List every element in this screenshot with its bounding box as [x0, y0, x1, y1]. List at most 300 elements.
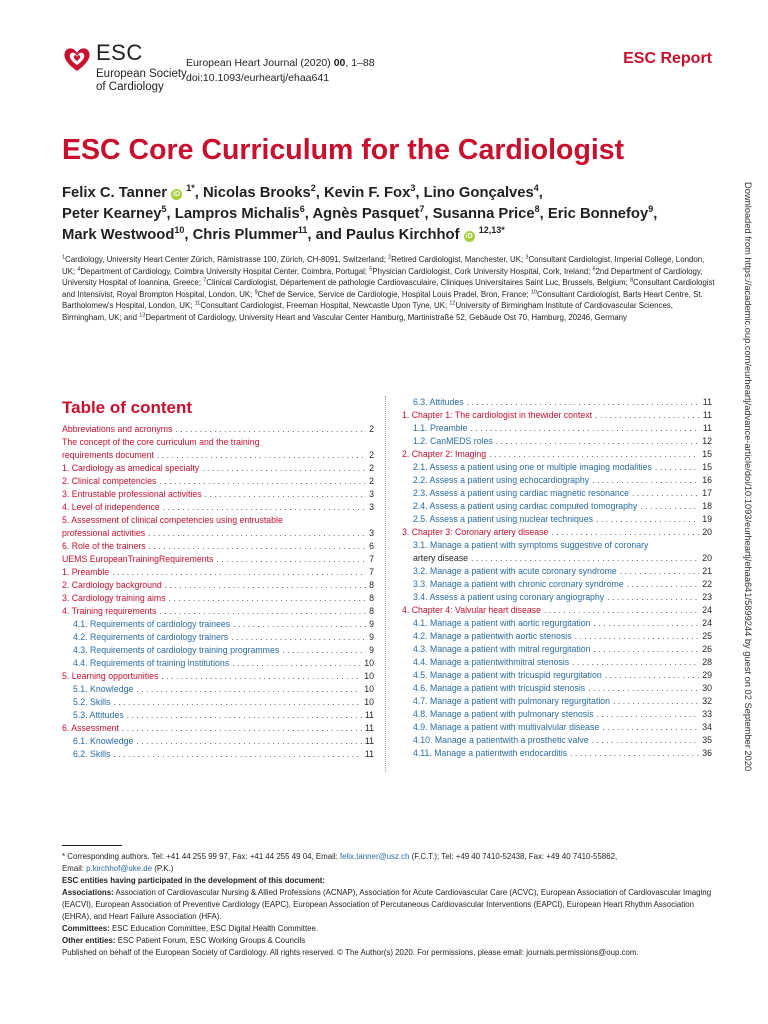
toc-leader-dots: [282, 644, 366, 657]
toc-leader-dots: [496, 435, 700, 448]
author-name: Nicolas Brooks: [202, 185, 311, 201]
journal-name: European Heart Journal (2020): [186, 57, 331, 69]
toc-entry[interactable]: [62, 709, 374, 722]
other-entities-label: Other entities:: [62, 936, 116, 945]
toc-leader-dots: [232, 657, 361, 670]
toc-entry-page: 2: [369, 463, 374, 473]
toc-entry[interactable]: [402, 669, 712, 682]
heart-logo-icon: [62, 44, 92, 74]
toc-leader-dots: [572, 656, 699, 669]
author-name: Susanna Price: [432, 206, 535, 222]
toc-leader-dots: [640, 500, 699, 513]
toc-entry-page: 26: [702, 644, 712, 654]
author-line: [62, 225, 722, 246]
toc-entry-page: 33: [702, 709, 712, 719]
toc-entry[interactable]: [402, 422, 712, 435]
toc-entry-label: Abbreviations and acronyms: [62, 424, 173, 434]
corresponding-email-line: [62, 863, 722, 875]
toc-entry-label: 4. Training requirements: [62, 606, 157, 616]
affiliation-marker: 13: [139, 312, 146, 319]
toc-entry[interactable]: [62, 696, 374, 709]
affiliation-text: 2nd Department of Cardiology, University Hospital of Ioannina, Greece;: [62, 266, 703, 288]
toc-entry-page: 11: [364, 736, 374, 746]
toc-entry-page: 36: [702, 748, 712, 758]
committees-text: ESC Education Committee, ESC Digital Health Committee.: [109, 924, 319, 933]
author-list: [62, 183, 722, 246]
toc-leader-dots: [149, 540, 366, 553]
toc-entry-label: 4.8. Manage a patient with pulmonary stenosis: [413, 709, 594, 719]
toc-entry[interactable]: [62, 475, 374, 488]
other-entities-note: [62, 935, 722, 947]
toc-entry[interactable]: [402, 461, 712, 474]
email-link-tanner[interactable]: felix.tanner@usz.ch: [339, 852, 410, 861]
toc-leader-dots: [205, 488, 367, 501]
toc-leader-dots: [122, 722, 362, 735]
toc-entry[interactable]: [62, 657, 374, 670]
toc-entry-label: professional activities: [62, 528, 146, 538]
toc-entry-page: 10: [364, 684, 374, 694]
toc-leader-dots: [159, 605, 366, 618]
affiliation-text: Department of Cardiology, Coimbra University Hospital Center, Coimbra, Portugal;: [80, 266, 370, 276]
toc-leader-dots: [605, 669, 700, 682]
affiliation-marker: 4: [77, 265, 81, 272]
corr-text: * Corresponding authors. Tel: +41 44 255 99 97, Fax: +41 44 255 49 04, Email:: [62, 852, 340, 861]
orcid-icon[interactable]: iD: [465, 233, 473, 240]
toc-entry-page: 11: [364, 723, 374, 733]
toc-leader-dots: [632, 487, 699, 500]
toc-leader-dots: [595, 409, 700, 422]
affiliation-text: University of Birmingham Institute of Cardiovascular Sciences, Birmingham, UK; and: [62, 301, 673, 322]
toc-right-column: [402, 396, 712, 760]
toc-entry-label: 6. Role of the trainers: [62, 541, 146, 551]
affiliations: [62, 254, 716, 324]
toc-leader-dots: [471, 552, 699, 565]
committees-label: Committees:: [62, 924, 110, 933]
toc-entry-label: 3. Cardiology training aims: [62, 593, 166, 603]
toc-entry[interactable]: [62, 501, 374, 514]
toc-entry[interactable]: [402, 643, 712, 656]
toc-entry-label: 4.1. Requirements of cardiology trainees: [73, 619, 231, 629]
toc-leader-dots: [169, 592, 367, 605]
affiliation-marker: 8: [629, 277, 634, 284]
author-affiliation-marker: 10: [174, 225, 185, 236]
author-separator: ,: [184, 227, 193, 243]
toc-leader-dots: [602, 721, 699, 734]
toc-entry-page: 9: [369, 632, 374, 642]
orcid-icon[interactable]: iD: [173, 191, 181, 198]
toc-entry-page: 11: [702, 397, 712, 407]
toc-entry-page: 3: [369, 528, 374, 538]
author-separator: ,: [194, 185, 203, 201]
toc-entry-label: 4.9. Manage a patient with multivalvular disease: [413, 722, 600, 732]
toc-entry[interactable]: [62, 540, 374, 553]
author-name: Peter Kearney: [62, 206, 162, 222]
toc-entry-label: 1. Cardiology as amedical specialty: [62, 463, 200, 473]
toc-entry-page: 3: [369, 489, 374, 499]
toc-leader-dots: [136, 735, 362, 748]
toc-leader-dots: [594, 643, 700, 656]
toc-entry-label: requirements document: [62, 450, 154, 460]
toc-leader-dots: [136, 683, 361, 696]
toc-entry-page: 2: [369, 476, 374, 486]
author-name: Felix C. Tanner: [62, 185, 167, 201]
author-affiliation-marker: 6: [299, 204, 305, 215]
toc-leader-dots: [596, 513, 699, 526]
download-watermark: [741, 182, 753, 842]
toc-entry-page: 11: [364, 710, 374, 720]
toc-entry[interactable]: [402, 682, 712, 695]
author-separator: , and: [307, 227, 347, 243]
toc-entry-page: 30: [702, 683, 712, 693]
toc-entry-page: 3: [369, 502, 374, 512]
author-affiliation-marker: 4: [533, 183, 539, 194]
journal-citation: [186, 56, 375, 86]
toc-entry-label: 2. Clinical competencies: [62, 476, 157, 486]
toc-entry-label: 1. Preamble: [62, 567, 110, 577]
toc-leader-dots: [202, 462, 366, 475]
toc-entry[interactable]: [62, 644, 374, 657]
author-name: Mark Westwood: [62, 227, 175, 243]
toc-entry-page: 2: [369, 424, 374, 434]
affiliation-marker: 7: [203, 277, 207, 284]
author-affiliation-marker: 2: [310, 183, 316, 194]
toc-leader-dots: [159, 475, 366, 488]
toc-entry-page: 7: [369, 567, 374, 577]
author-affiliation-marker: 5: [161, 204, 167, 215]
toc-leader-dots: [112, 566, 366, 579]
toc-entry-page: 10: [364, 697, 374, 707]
toc-entry-label: 3.4. Assess a patient using coronary angiography: [413, 592, 605, 602]
author-affiliation-marker: 9: [648, 204, 654, 215]
toc-entry[interactable]: [402, 448, 712, 461]
toc-entry-page: 2: [369, 450, 374, 460]
toc-entry-label: artery disease: [413, 553, 468, 563]
toc-entry[interactable]: [402, 552, 712, 565]
email-link-kirchhof[interactable]: p.kirchhof@uke.de: [86, 864, 153, 873]
associations-label: Associations:: [62, 888, 114, 897]
affiliation-marker: 10: [530, 289, 537, 296]
affiliation-text: Consultant Cardiologist, Imperial College, London, UK;: [62, 255, 705, 276]
toc-entry-page: 18: [702, 501, 712, 511]
author-separator: ,: [653, 206, 658, 222]
associations-text: Association of Cardiovascular Nursing & Allied Professions (ACNAP), Association for Acute Cardiovascular Care (ACVC), European Association of Cardiovascular Imaging (EACVI), European Association of Preventive Cardiology (EAPC), European Association of Percutaneous Cardiovascular Interventions (EAPCI), European Heart Rhythm Association (EHRA), and Heart Failure Association (HFA).: [62, 888, 712, 921]
toc-entry-label: 4.6. Manage a patient with tricuspid stenosis: [413, 683, 586, 693]
logo-text: ESC: [96, 40, 143, 65]
toc-entry[interactable]: [62, 735, 374, 748]
toc-entry-page: 7: [369, 554, 374, 564]
toc-entry-label: 5. Learning opportunities: [62, 671, 159, 681]
toc-heading: Table of content: [62, 398, 193, 417]
toc-entry[interactable]: [402, 565, 712, 578]
toc-entry[interactable]: [62, 748, 374, 761]
toc-entry-label: 1.2. CanMEDS roles: [413, 436, 493, 446]
toc-entry[interactable]: [62, 618, 374, 631]
toc-entry[interactable]: [62, 722, 374, 735]
affiliation-text: Clinical Cardiologist, Département de pathologie Cardiovasculaire, Cliniques Universitaires Saint Luc, Brussels, Belgium;: [206, 278, 630, 288]
toc-entry-page: 8: [369, 593, 374, 603]
author-affiliation-marker: 3: [410, 183, 416, 194]
toc-entry-page: 17: [702, 488, 712, 498]
footnote-rule: [62, 845, 122, 846]
toc-entry-page: 11: [364, 749, 374, 759]
column-divider: [385, 396, 386, 772]
journal-doi[interactable]: doi:10.1093/eurheartj/ehaa641: [186, 72, 330, 84]
logo-subtitle-line2: of Cardiology: [96, 81, 164, 93]
toc-entry[interactable]: [402, 695, 712, 708]
toc-entry-page: 29: [702, 670, 712, 680]
toc-entry[interactable]: [62, 592, 374, 605]
toc-leader-dots: [161, 670, 361, 683]
toc-entry-label: 5.3. Attitudes: [73, 710, 124, 720]
toc-entry-label: UEMS EuropeanTrainingRequirements: [62, 554, 214, 564]
affiliation-marker: 9: [254, 289, 258, 296]
toc-entry[interactable]: [402, 526, 712, 539]
toc-entry-page: 15: [702, 462, 712, 472]
toc-entry-label: 4. Level of independence: [62, 502, 160, 512]
affiliation-marker: 5: [369, 265, 373, 272]
toc-leader-dots: [592, 734, 700, 747]
toc-leader-dots: [163, 501, 366, 514]
author-separator: ,: [424, 206, 433, 222]
journal-pages: , 1–88: [345, 57, 375, 69]
author-name: Kevin F. Fox: [323, 185, 411, 201]
toc-entry-page: 16: [702, 475, 712, 485]
toc-leader-dots: [148, 527, 366, 540]
toc-entry[interactable]: [402, 604, 712, 617]
toc-entry-label: 3.3. Manage a patient with chronic coronary syndrome: [413, 579, 624, 589]
toc-entry-page: 15: [702, 449, 712, 459]
toc-leader-dots: [489, 448, 699, 461]
toc-entry-label: 2.3. Assess a patient using cardiac magnetic resonance: [413, 488, 629, 498]
affiliation-text: Cardiology, University Heart Center Zürich, Rämistrasse 100, Zürich, CH-8091, Switzerland;: [65, 255, 389, 264]
toc-entry-label: 2. Chapter 2: Imaging: [402, 449, 487, 459]
corr-mid: (F.C.T.); Tel: +49 40 7410-52438, Fax: +49 40 7410-55862,: [409, 852, 618, 861]
toc-entry[interactable]: [402, 721, 712, 734]
author-line: [62, 204, 722, 225]
toc-entry-page: 24: [702, 605, 712, 615]
toc-leader-dots: [655, 461, 699, 474]
toc-entry[interactable]: [402, 474, 712, 487]
toc-entry[interactable]: [62, 514, 374, 527]
toc-entry-label: 5.2. Skills: [73, 697, 111, 707]
affiliation-marker: 6: [592, 265, 596, 272]
toc-entry-label: 3.2. Manage a patient with acute coronary syndrome: [413, 566, 617, 576]
affiliation-text: Consultant Cardiologist and Intensivist, Royal Brompton Hospital, London, UK;: [62, 278, 715, 299]
toc-entry-label: 4.3. Manage a patient with mitral regurgitation: [413, 644, 591, 654]
toc-entry-page: 10: [364, 671, 374, 681]
toc-entry[interactable]: [402, 487, 712, 500]
toc-leader-dots: [575, 630, 700, 643]
toc-entry-page: 19: [702, 514, 712, 524]
toc-entry-label: 6.2. Skills: [73, 749, 111, 759]
author-separator: ,: [315, 185, 324, 201]
toc-entry-page: 6: [369, 541, 374, 551]
toc-entry[interactable]: [402, 747, 712, 760]
entities-heading-text: ESC entities having participated in the development of this document:: [62, 876, 326, 885]
affiliation-text: Consultant Cardiologist, Freeman Hospital, Newcastle Upon Tyne, UK;: [200, 301, 450, 311]
corresponding-authors: [62, 851, 722, 863]
toc-entry-label: 4. Chapter 4: Valvular heart disease: [402, 605, 541, 615]
toc-leader-dots: [570, 747, 699, 760]
author-affiliation-marker: 8: [534, 204, 540, 215]
toc-entry[interactable]: [402, 734, 712, 747]
toc-entry[interactable]: [62, 436, 374, 449]
toc-entry-page: 28: [702, 657, 712, 667]
toc-entry[interactable]: [62, 566, 374, 579]
toc-entry-page: 9: [369, 645, 374, 655]
toc-entry[interactable]: [62, 553, 374, 566]
toc-entry-label: 4.10. Manage a patientwith a prosthetic valve: [413, 735, 589, 745]
toc-entry-label: 3. Chapter 3: Coronary artery disease: [402, 527, 549, 537]
toc-leader-dots: [216, 553, 366, 566]
toc-leader-dots: [588, 682, 699, 695]
toc-entry-page: 32: [702, 696, 712, 706]
toc-leader-dots: [627, 578, 700, 591]
author-affiliation-marker: 12,13*: [478, 225, 505, 236]
toc-entry[interactable]: [62, 670, 374, 683]
toc-leader-dots: [233, 618, 366, 631]
toc-leader-dots: [551, 526, 699, 539]
toc-entry[interactable]: [62, 462, 374, 475]
affiliation-text: Chef de Service, Service de Cardiologie, Hospital Louis Pradel, Bron, France;: [257, 289, 531, 299]
toc-entry[interactable]: [402, 500, 712, 513]
author-separator: ,: [415, 185, 424, 201]
toc-entry-page: 12: [702, 436, 712, 446]
toc-left-column: [62, 423, 374, 761]
toc-entry-page: 20: [702, 553, 712, 563]
toc-entry[interactable]: [402, 539, 712, 552]
toc-entry[interactable]: [62, 631, 374, 644]
author-separator: ,: [538, 185, 543, 201]
toc-entry[interactable]: [62, 527, 374, 540]
toc-leader-dots: [544, 604, 699, 617]
toc-entry-page: 23: [702, 592, 712, 602]
toc-entry-label: 2.5. Assess a patient using nuclear techniques: [413, 514, 593, 524]
toc-entry[interactable]: [62, 488, 374, 501]
toc-leader-dots: [113, 696, 361, 709]
toc-entry-label: 6.1. Knowledge: [73, 736, 134, 746]
toc-entry-label: 4.11. Manage a patientwith endocarditis: [413, 748, 568, 758]
affiliation-text: Consultant Cardiologist, Barts Heart Centre, St. Bartholomew's Hospital, London, UK;: [62, 289, 703, 311]
author-name: Lino Gonçalves: [423, 185, 534, 201]
toc-leader-dots: [127, 709, 362, 722]
toc-entry[interactable]: [62, 423, 374, 436]
toc-entry-page: 35: [702, 735, 712, 745]
affiliation-text: Department of Cardiology, University Heart and Vascular Center Hamburg, Martinistraße 52, Gebäude Ost 70, Hamburg, 20246, Germany: [145, 312, 628, 322]
toc-entry-label: 5. Assessment of clinical competencies using entrustable: [62, 515, 283, 525]
author-affiliation-marker: 7: [419, 204, 425, 215]
toc-entry-page: 9: [369, 619, 374, 629]
toc-entry-page: 11: [702, 410, 712, 420]
author-affiliation-marker: 1*: [186, 183, 195, 194]
toc-entry-page: 34: [702, 722, 712, 732]
toc-entry[interactable]: [402, 435, 712, 448]
toc-leader-dots: [165, 579, 366, 592]
toc-entry-label: 4.4. Manage a patientwithmitral stenosis: [413, 657, 570, 667]
toc-entry-label: 1.1. Preamble: [413, 423, 468, 433]
affiliation-marker: 12: [449, 300, 456, 307]
entities-heading: [62, 875, 722, 887]
toc-entry-label: 4.4. Requirements of training institutions: [73, 658, 230, 668]
associations-note: [62, 887, 722, 923]
toc-entry-label: 5.1. Knowledge: [73, 684, 134, 694]
toc-entry-label: The concept of the core curriculum and the training: [62, 437, 260, 447]
toc-leader-dots: [157, 449, 366, 462]
author-name: Paulus Kirchhof: [346, 227, 460, 243]
article-title: ESC Core Curriculum for the Cardiologist: [62, 134, 625, 166]
toc-entry-label: 4.1. Manage a patient with aortic regurgitation: [413, 618, 591, 628]
toc-entry-label: 2.2. Assess a patient using echocardiography: [413, 475, 590, 485]
toc-entry-page: 20: [702, 527, 712, 537]
toc-entry[interactable]: [402, 708, 712, 721]
toc-entry[interactable]: [402, 409, 712, 422]
toc-leader-dots: [113, 748, 361, 761]
committees-note: [62, 923, 722, 935]
author-name: Lampros Michalis: [174, 206, 300, 222]
toc-entry[interactable]: [62, 605, 374, 618]
toc-entry-page: 8: [369, 580, 374, 590]
toc-leader-dots: [467, 396, 700, 409]
toc-entry[interactable]: [62, 449, 374, 462]
journal-volume: 00: [333, 57, 346, 69]
toc-entry-label: 1. Chapter 1: The cardiologist in thewider context: [402, 410, 593, 420]
affiliation-marker: 2: [388, 254, 392, 261]
toc-leader-dots: [470, 422, 699, 435]
toc-entry-page: 24: [702, 618, 712, 628]
toc-entry[interactable]: [62, 579, 374, 592]
toc-entry-label: 2. Cardiology background: [62, 580, 162, 590]
published-note: Published on behalf of the European Society of Cardiology. All rights reserved. © The Author(s) 2020. For permissions, please email: journals.permissions@oup.com.: [62, 948, 639, 957]
toc-leader-dots: [175, 423, 366, 436]
toc-entry-page: 25: [702, 631, 712, 641]
toc-entry-page: 11: [702, 423, 712, 433]
author-separator: ,: [166, 206, 175, 222]
author-separator: ,: [539, 206, 548, 222]
author-name: Eric Bonnefoy: [547, 206, 649, 222]
affiliation-text: Physician Cardiologist, Cork University Hospital, Cork, Ireland;: [372, 266, 593, 276]
affiliation-text: Retired Cardiologist, Manchester, UK;: [391, 255, 526, 264]
other-entities-text: ESC Patient Forum, ESC Working Groups & Councils: [115, 936, 306, 945]
toc-entry-label: 4.7. Manage a patient with pulmonary regurgitation: [413, 696, 610, 706]
toc-entry[interactable]: [402, 578, 712, 591]
footnotes: [62, 851, 722, 959]
toc-entry-label: 4.5. Manage a patient with tricuspid regurgitation: [413, 670, 602, 680]
toc-entry-label: 3. Entrustable professional activities: [62, 489, 202, 499]
toc-entry[interactable]: [402, 513, 712, 526]
affiliation-marker: 3: [525, 254, 529, 261]
author-line: [62, 183, 722, 204]
toc-entry-label: 4.2. Manage a patientwith aortic stenosis: [413, 631, 572, 641]
toc-entry[interactable]: [402, 617, 712, 630]
author-name: Chris Plummer: [192, 227, 298, 243]
toc-entry[interactable]: [402, 591, 712, 604]
toc-entry[interactable]: [402, 630, 712, 643]
toc-leader-dots: [607, 591, 699, 604]
toc-entry[interactable]: [62, 683, 374, 696]
affiliation-marker: 11: [194, 300, 201, 307]
toc-entry-page: 10: [364, 658, 374, 668]
author-affiliation-marker: 11: [297, 225, 308, 236]
toc-entry[interactable]: [402, 396, 712, 409]
download-watermark-text: Downloaded from https://academic.oup.com/eurheartj/advance-article/doi/10.1093/eurheartj/ehaa641/5899244 by guest on 02 September 2020: [743, 182, 753, 772]
toc-leader-dots: [594, 617, 700, 630]
toc-entry-label: 3.1. Manage a patient with symptoms suggestive of coronary: [413, 540, 649, 550]
toc-entry[interactable]: [402, 656, 712, 669]
toc-entry-label: 2.1. Assess a patient using one or multiple imaging modalities: [413, 462, 652, 472]
corr-email-label: Email:: [62, 864, 87, 873]
toc-entry-label: 6.3. Attitudes: [413, 397, 464, 407]
toc-entry-label: 4.3. Requirements of cardiology training programmes: [73, 645, 280, 655]
